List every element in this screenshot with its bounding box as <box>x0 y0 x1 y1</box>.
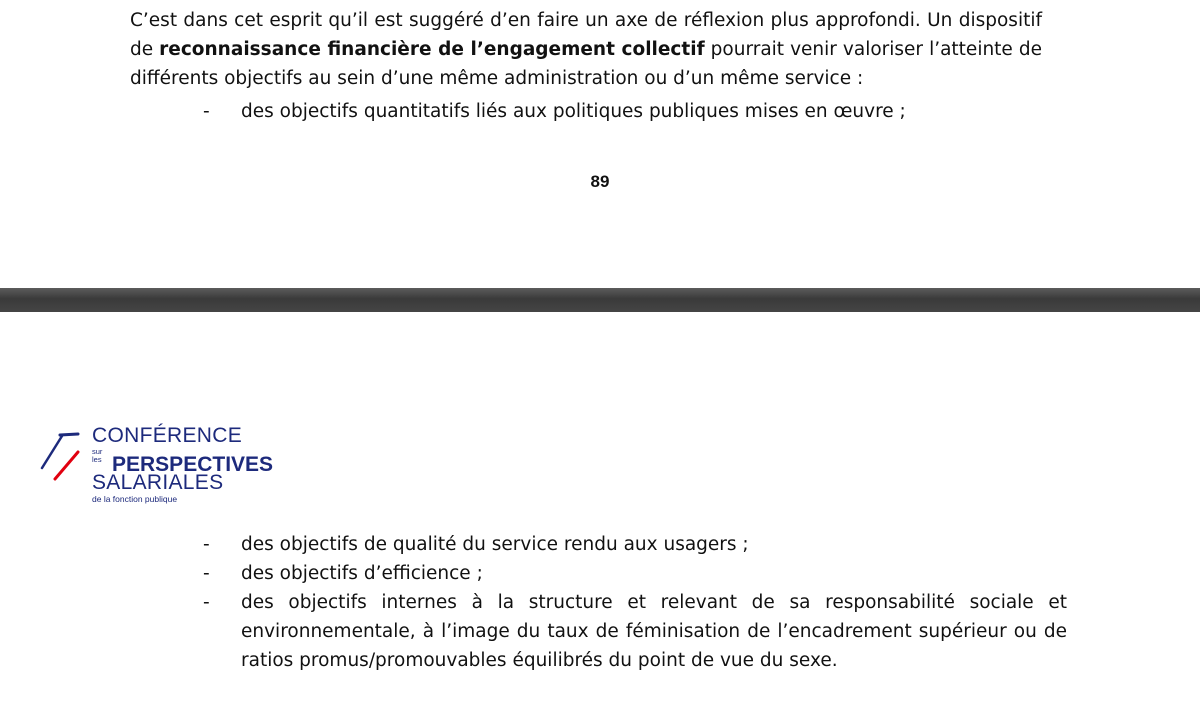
bullet-list-bottom <box>0 530 1200 675</box>
bullet-text: des objectifs de qualité du service rendu aux usagers ; <box>241 534 749 555</box>
bullet-marker: - <box>203 563 210 584</box>
page-number: 89 <box>590 172 610 191</box>
paragraph-text-after: pourrait venir valoriser l’atteinte de différents objectifs au sein d’une même administration ou d’un même service : <box>130 39 1042 89</box>
logo-line-salariales: SALARIALES <box>92 471 224 494</box>
logo-line-conference: CONFÉRENCE <box>92 424 243 447</box>
bullet-text: des objectifs internes à la structure et relevant de sa responsabilité sociale et environnementale, à l’image du taux de féminisation de l’encadrement supérieur ou de ratios promus/promouvables équilibrés du point de vue du sexe. <box>241 592 1067 671</box>
bullet-text: des objectifs d’efficience ; <box>241 563 483 584</box>
paragraph-bold-text: reconnaissance financière de l’engagement collectif <box>159 39 705 60</box>
body-paragraph <box>130 6 1042 93</box>
list-item <box>0 588 1200 675</box>
page-separator <box>0 288 1200 312</box>
paragraph-text-before: C’est dans cet esprit qu’il est suggéré d’en faire un axe de réflexion plus approfondi. Un dispositif de <box>130 10 1042 60</box>
bullet-marker: - <box>203 101 210 122</box>
conference-logo <box>38 424 274 510</box>
document-page-bottom <box>0 312 1200 713</box>
list-item <box>0 559 1200 588</box>
list-item <box>0 97 1200 126</box>
bullet-list-top <box>0 97 1200 126</box>
logo-line-perspectives: PERSPECTIVES <box>112 453 274 476</box>
logo-line-fonction-publique: de la fonction publique <box>92 494 178 504</box>
bullet-marker: - <box>203 592 210 613</box>
bullet-marker: - <box>203 534 210 555</box>
logo-line-sur-les: sur les <box>92 447 103 464</box>
bullet-text: des objectifs quantitatifs liés aux politiques publiques mises en œuvre ; <box>241 101 906 122</box>
arrow-logo-icon <box>38 424 90 482</box>
document-page-top <box>0 0 1200 288</box>
list-item <box>0 530 1200 559</box>
